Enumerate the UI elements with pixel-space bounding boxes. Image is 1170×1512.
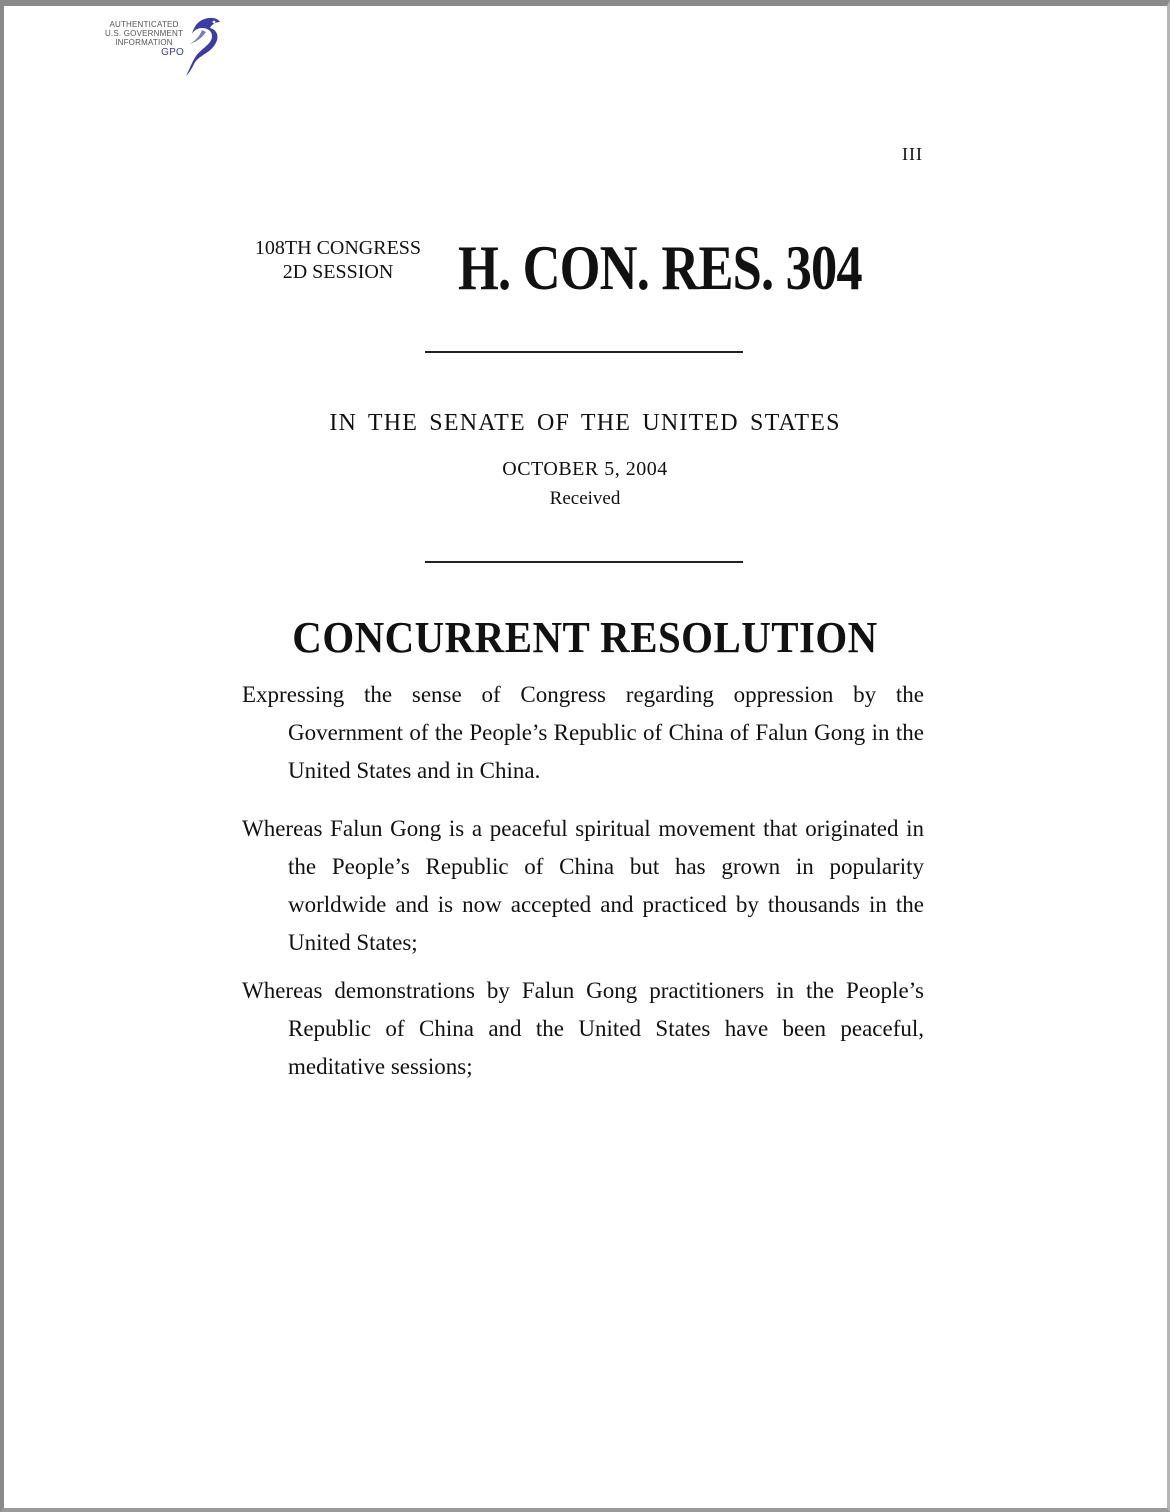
session-label: 2D SESSION [282,261,394,283]
action-status: Received [549,488,621,509]
gpo-logo-line2: U.S. GOVERNMENT [104,29,184,38]
action-date: OCTOBER 5, 2004 [502,458,668,480]
eagle-icon [172,16,224,78]
congress-label: 108TH CONGRESS [254,237,422,259]
resolution-title: Expressing the sense of Congress regarding oppression by the Government of the People’s Republic of China of Falun Gong in the United States and in China. [242,682,924,783]
whereas-clause: Whereas demonstrations by Falun Gong practitioners in the People’s Republic of China and the United States have been peaceful, meditative sessions; [242,978,924,1079]
gpo-logo-line3: INFORMATION [115,38,173,47]
bill-number: H. CON. RES. 304 [458,232,862,303]
congress-session-block [242,236,434,284]
document-corner-mark: III [902,144,923,164]
top-divider [425,351,743,353]
whereas-clause: Whereas Falun Gong is a peaceful spiritual movement that originated in the People’s Republic of China but has grown in popularity worldwide and is now accepted and practiced by thousands in the United States; [242,816,924,955]
document-type-heading: CONCURRENT RESOLUTION [292,613,878,662]
gpo-logo-abbr: GPO [161,47,184,58]
gpo-authentication-logo [100,16,225,78]
chamber-heading: IN THE SENATE OF THE UNITED STATES [329,410,841,436]
gpo-logo-line1: AUTHENTICATED [109,20,179,29]
bottom-divider [425,561,743,563]
